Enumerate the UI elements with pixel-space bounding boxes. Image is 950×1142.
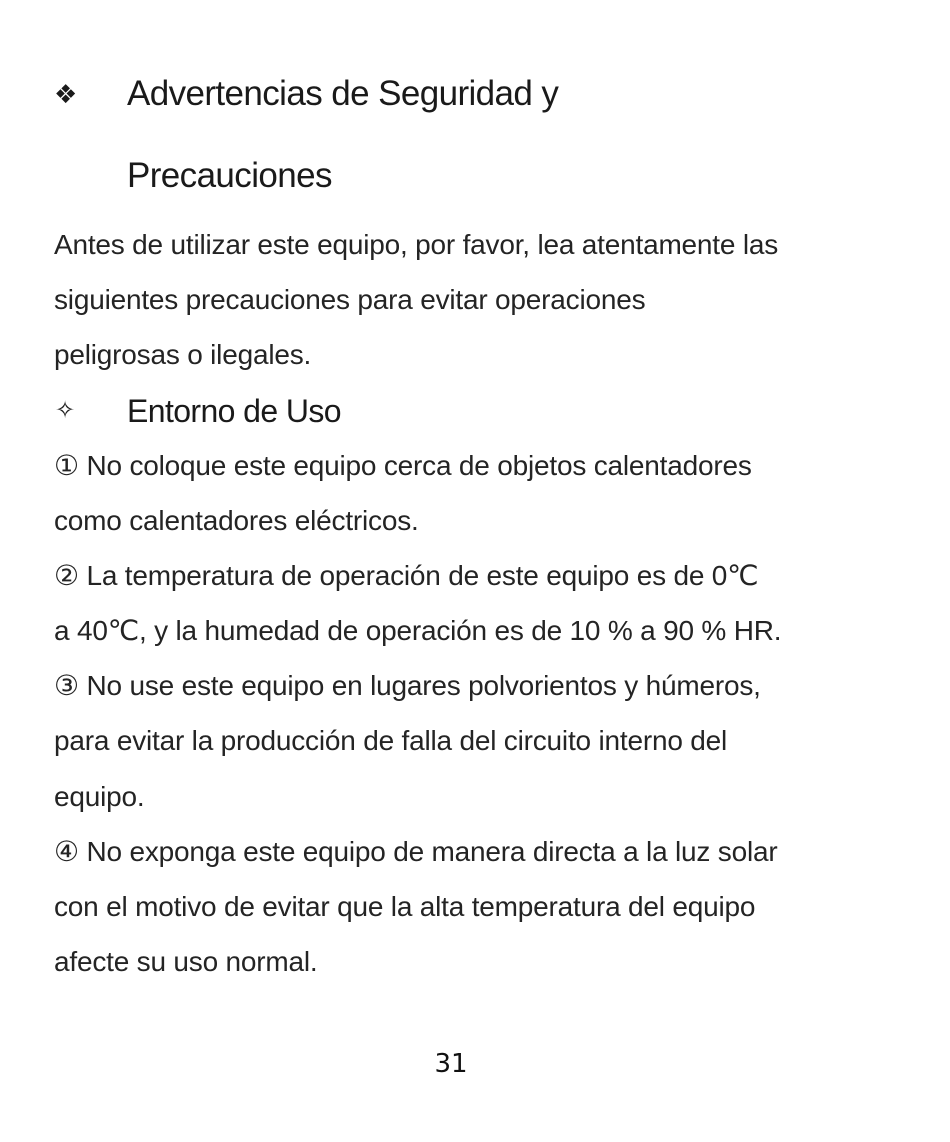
item-3-line-1: ③ No use este equipo en lugares polvorientos y húmeros, — [54, 670, 761, 701]
intro-line-1: Antes de utilizar este equipo, por favor, lea atentamente las — [54, 229, 779, 260]
intro-line-3: peligrosas o ilegales. — [54, 339, 312, 370]
item-4-line-1: ④ No exponga este equipo de manera directa a la luz solar — [54, 836, 778, 867]
four-diamond-bullet-icon: ❖ — [54, 79, 78, 109]
subsection-title: Entorno de Uso — [127, 393, 341, 429]
item-3-line-3: equipo. — [54, 781, 145, 812]
item-2-line-2: a 40℃, y la humedad de operación es de 10 % a 90 % HR. — [54, 615, 782, 646]
section-title-line-2: Precauciones — [127, 156, 332, 195]
item-4-line-2: con el motivo de evitar que la alta temperatura del equipo — [54, 891, 756, 922]
item-1-line-1: ① No coloque este equipo cerca de objetos calentadores — [54, 450, 752, 481]
intro-line-2: siguientes precauciones para evitar operaciones — [54, 284, 646, 315]
item-3-line-2: para evitar la producción de falla del circuito interno del — [54, 725, 728, 756]
item-1-line-2: como calentadores eléctricos. — [54, 505, 419, 536]
section-title-line-1: Advertencias de Seguridad y — [127, 74, 559, 113]
four-point-star-outline-icon: ✧ — [55, 397, 76, 424]
item-2-line-1: ② La temperatura de operación de este equipo es de 0℃ — [54, 560, 759, 591]
item-4-line-3: afecte su uso normal. — [54, 946, 318, 977]
page-number: 31 — [434, 1049, 468, 1079]
